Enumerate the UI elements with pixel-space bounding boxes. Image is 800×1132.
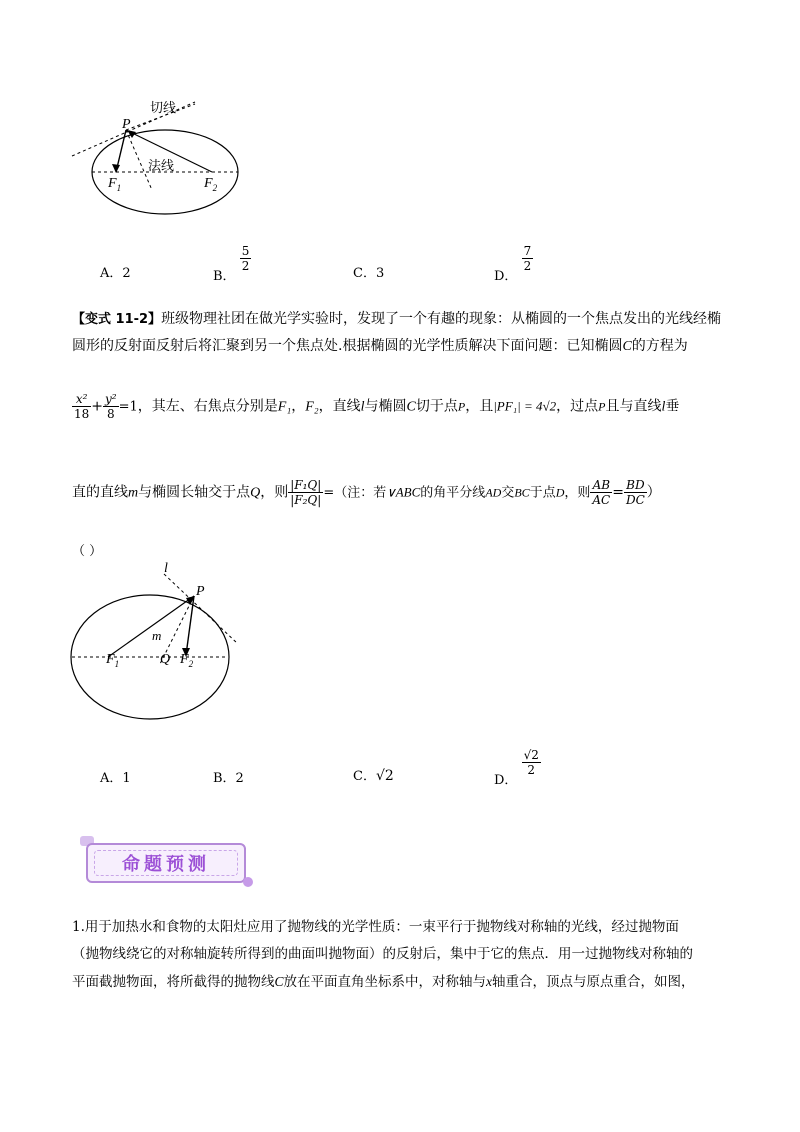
problem-1-prediction: [72, 914, 742, 996]
line3-g: 且与直线: [605, 398, 662, 415]
ray-f1p: [108, 596, 194, 657]
q-label: Q: [160, 652, 171, 667]
option-b: B．2: [213, 771, 244, 786]
option-a: A．1: [100, 771, 131, 786]
banner-dot-decoration: [243, 877, 253, 887]
option-d-den: 2: [523, 259, 532, 273]
line4-d-point: D: [555, 485, 565, 500]
p3-line2: （抛物线绕它的对称轴旋转所得到的曲面叫抛物面）的反射后，集中于它的焦点．用一过抛物线对称轴的: [72, 946, 693, 962]
line4-f: 交: [501, 485, 515, 501]
f2-letter: F: [204, 176, 213, 191]
option-a: A．2: [100, 266, 131, 281]
normal-label: 法线: [148, 159, 175, 174]
line-l-label: l: [164, 561, 168, 576]
figure-ellipse-2: [60, 560, 260, 730]
f1-label: [106, 652, 119, 669]
f2-sub: 2: [212, 182, 218, 193]
option-b: [213, 244, 251, 284]
problem-line1: 班级物理社团在做光学实验时，发现了一个有趣的现象：从椭圆的一个焦点发出的光线经椭: [161, 311, 722, 327]
line3-l: l: [360, 399, 365, 415]
f2-label: [204, 176, 217, 193]
line4-ad: AD: [485, 485, 502, 500]
note-eq: =: [612, 484, 624, 501]
note-ab-frac: [590, 478, 612, 507]
point-p-label: P: [196, 584, 205, 599]
line3-abs: |PF₁| = 4√2: [493, 398, 557, 414]
line4-q: Q: [250, 485, 261, 501]
problem-line2-end: 的方程为: [631, 338, 688, 354]
line3-d: 切于点: [415, 398, 458, 415]
line3-ellipse-c: C: [406, 399, 416, 415]
line3-sep: ，: [291, 398, 306, 415]
option-d: [494, 748, 541, 788]
f2-sub: 2: [188, 658, 194, 669]
eq-y-den: 8: [106, 407, 115, 421]
option-d-frac: [522, 244, 534, 273]
option-d-frac: [522, 748, 541, 777]
line-m-label: m: [152, 628, 162, 643]
problem-variant-11-2: [72, 306, 732, 360]
line3-b: ，直线: [318, 398, 361, 415]
line3-p2: P: [598, 399, 606, 414]
eq-y-frac: [103, 392, 119, 421]
line4-bc: BC: [514, 485, 530, 500]
line3-f1: F₁: [277, 399, 292, 415]
option-c: [353, 765, 394, 784]
problem-tag: 【变式 11-2】: [72, 312, 162, 327]
f1-letter: F: [108, 176, 117, 191]
option-d-num: 7: [523, 244, 532, 258]
option-d-den: 2: [527, 763, 536, 777]
p3-parabola-c: C: [274, 974, 284, 989]
problem-line2: 圆形的反射面反射后将汇聚到另一个焦点处.根据椭圆的光学性质解决下面问题：已知椭圆: [72, 338, 623, 354]
f1-sub: 1: [114, 658, 120, 669]
note-bd: BD: [624, 478, 647, 493]
line4-a: 直的直线: [72, 484, 128, 501]
note-ac: AC: [592, 493, 611, 507]
f1-label: [108, 176, 121, 193]
line4-e: 的角平分线: [420, 485, 486, 501]
p3-x: x: [486, 974, 493, 989]
option-d-num: √2: [523, 748, 539, 762]
line4-b: 与椭圆长轴交于点: [138, 484, 251, 501]
option-d-label: D．: [494, 773, 518, 788]
tangent-label: 切线: [150, 101, 177, 116]
note-dc: DC: [625, 493, 645, 507]
p3-line3b: 放在平面直角坐标系中，对称轴与: [283, 974, 487, 990]
eq-x-num: x²: [72, 392, 91, 407]
line3-e: ，且: [465, 398, 494, 415]
f2-letter: F: [180, 652, 189, 667]
option-c: C．3: [353, 266, 385, 281]
ratio-den: |F₂Q|: [290, 493, 322, 507]
line4-m: m: [128, 485, 139, 501]
line3-l2: l: [661, 399, 666, 415]
problem-line4: [72, 478, 752, 507]
option-b-frac: [240, 244, 252, 273]
line4-tri: ∨ABC: [386, 484, 421, 500]
option-b-num: 5: [241, 244, 250, 258]
option-c-label: C．: [353, 769, 376, 784]
line3-h: 垂: [665, 398, 680, 415]
eq-rest: =1: [118, 399, 138, 415]
note-ab: AB: [590, 478, 612, 493]
line3-f2: F₂: [305, 399, 319, 415]
section-banner: [86, 843, 246, 883]
eq-x-den: 18: [74, 407, 90, 421]
ratio-frac: [288, 478, 323, 507]
line3-p: P: [457, 399, 466, 414]
point-p-label: P: [122, 117, 131, 132]
eq-y-num: y²: [105, 392, 117, 406]
note-bd-frac: [624, 478, 647, 507]
ratio-num: |F₁Q|: [290, 478, 322, 492]
option-d-label: D．: [494, 269, 518, 284]
line4-h: ，则: [564, 485, 591, 501]
ellipse-c: C: [622, 339, 632, 354]
line3-f: ，过点: [556, 398, 599, 415]
line4-c: ，则: [260, 484, 289, 501]
p3-line1: 1.用于加热水和食物的太阳灶应用了抛物线的光学性质：一束平行于抛物线对称轴的光线，经过抛物面: [72, 919, 679, 935]
line4-g: 于点: [529, 485, 556, 501]
banner-title: 命题预测: [94, 850, 238, 876]
note-close: ）: [646, 484, 661, 501]
option-d: [494, 244, 533, 284]
option-b-label: B．: [213, 269, 236, 284]
p3-line3c: 轴重合，顶点与原点重合，如图，: [492, 974, 695, 990]
f2-label: [180, 652, 193, 669]
f1-letter: F: [106, 652, 115, 667]
line3-c: 与椭圆: [364, 398, 407, 415]
eq-plus: +: [91, 398, 104, 415]
answer-blank: （ ）: [72, 544, 103, 559]
f1-sub: 1: [116, 182, 122, 193]
line4-d: =（注：若: [323, 485, 387, 501]
eq-x-frac: [72, 392, 91, 421]
option-c-value: √2: [375, 768, 394, 784]
option-b-den: 2: [241, 259, 250, 273]
line3-a: ，其左、右焦点分别是: [137, 398, 278, 415]
p3-line3a: 平面截抛物面，将所截得的抛物线: [72, 974, 275, 990]
problem-line3: [72, 392, 752, 421]
